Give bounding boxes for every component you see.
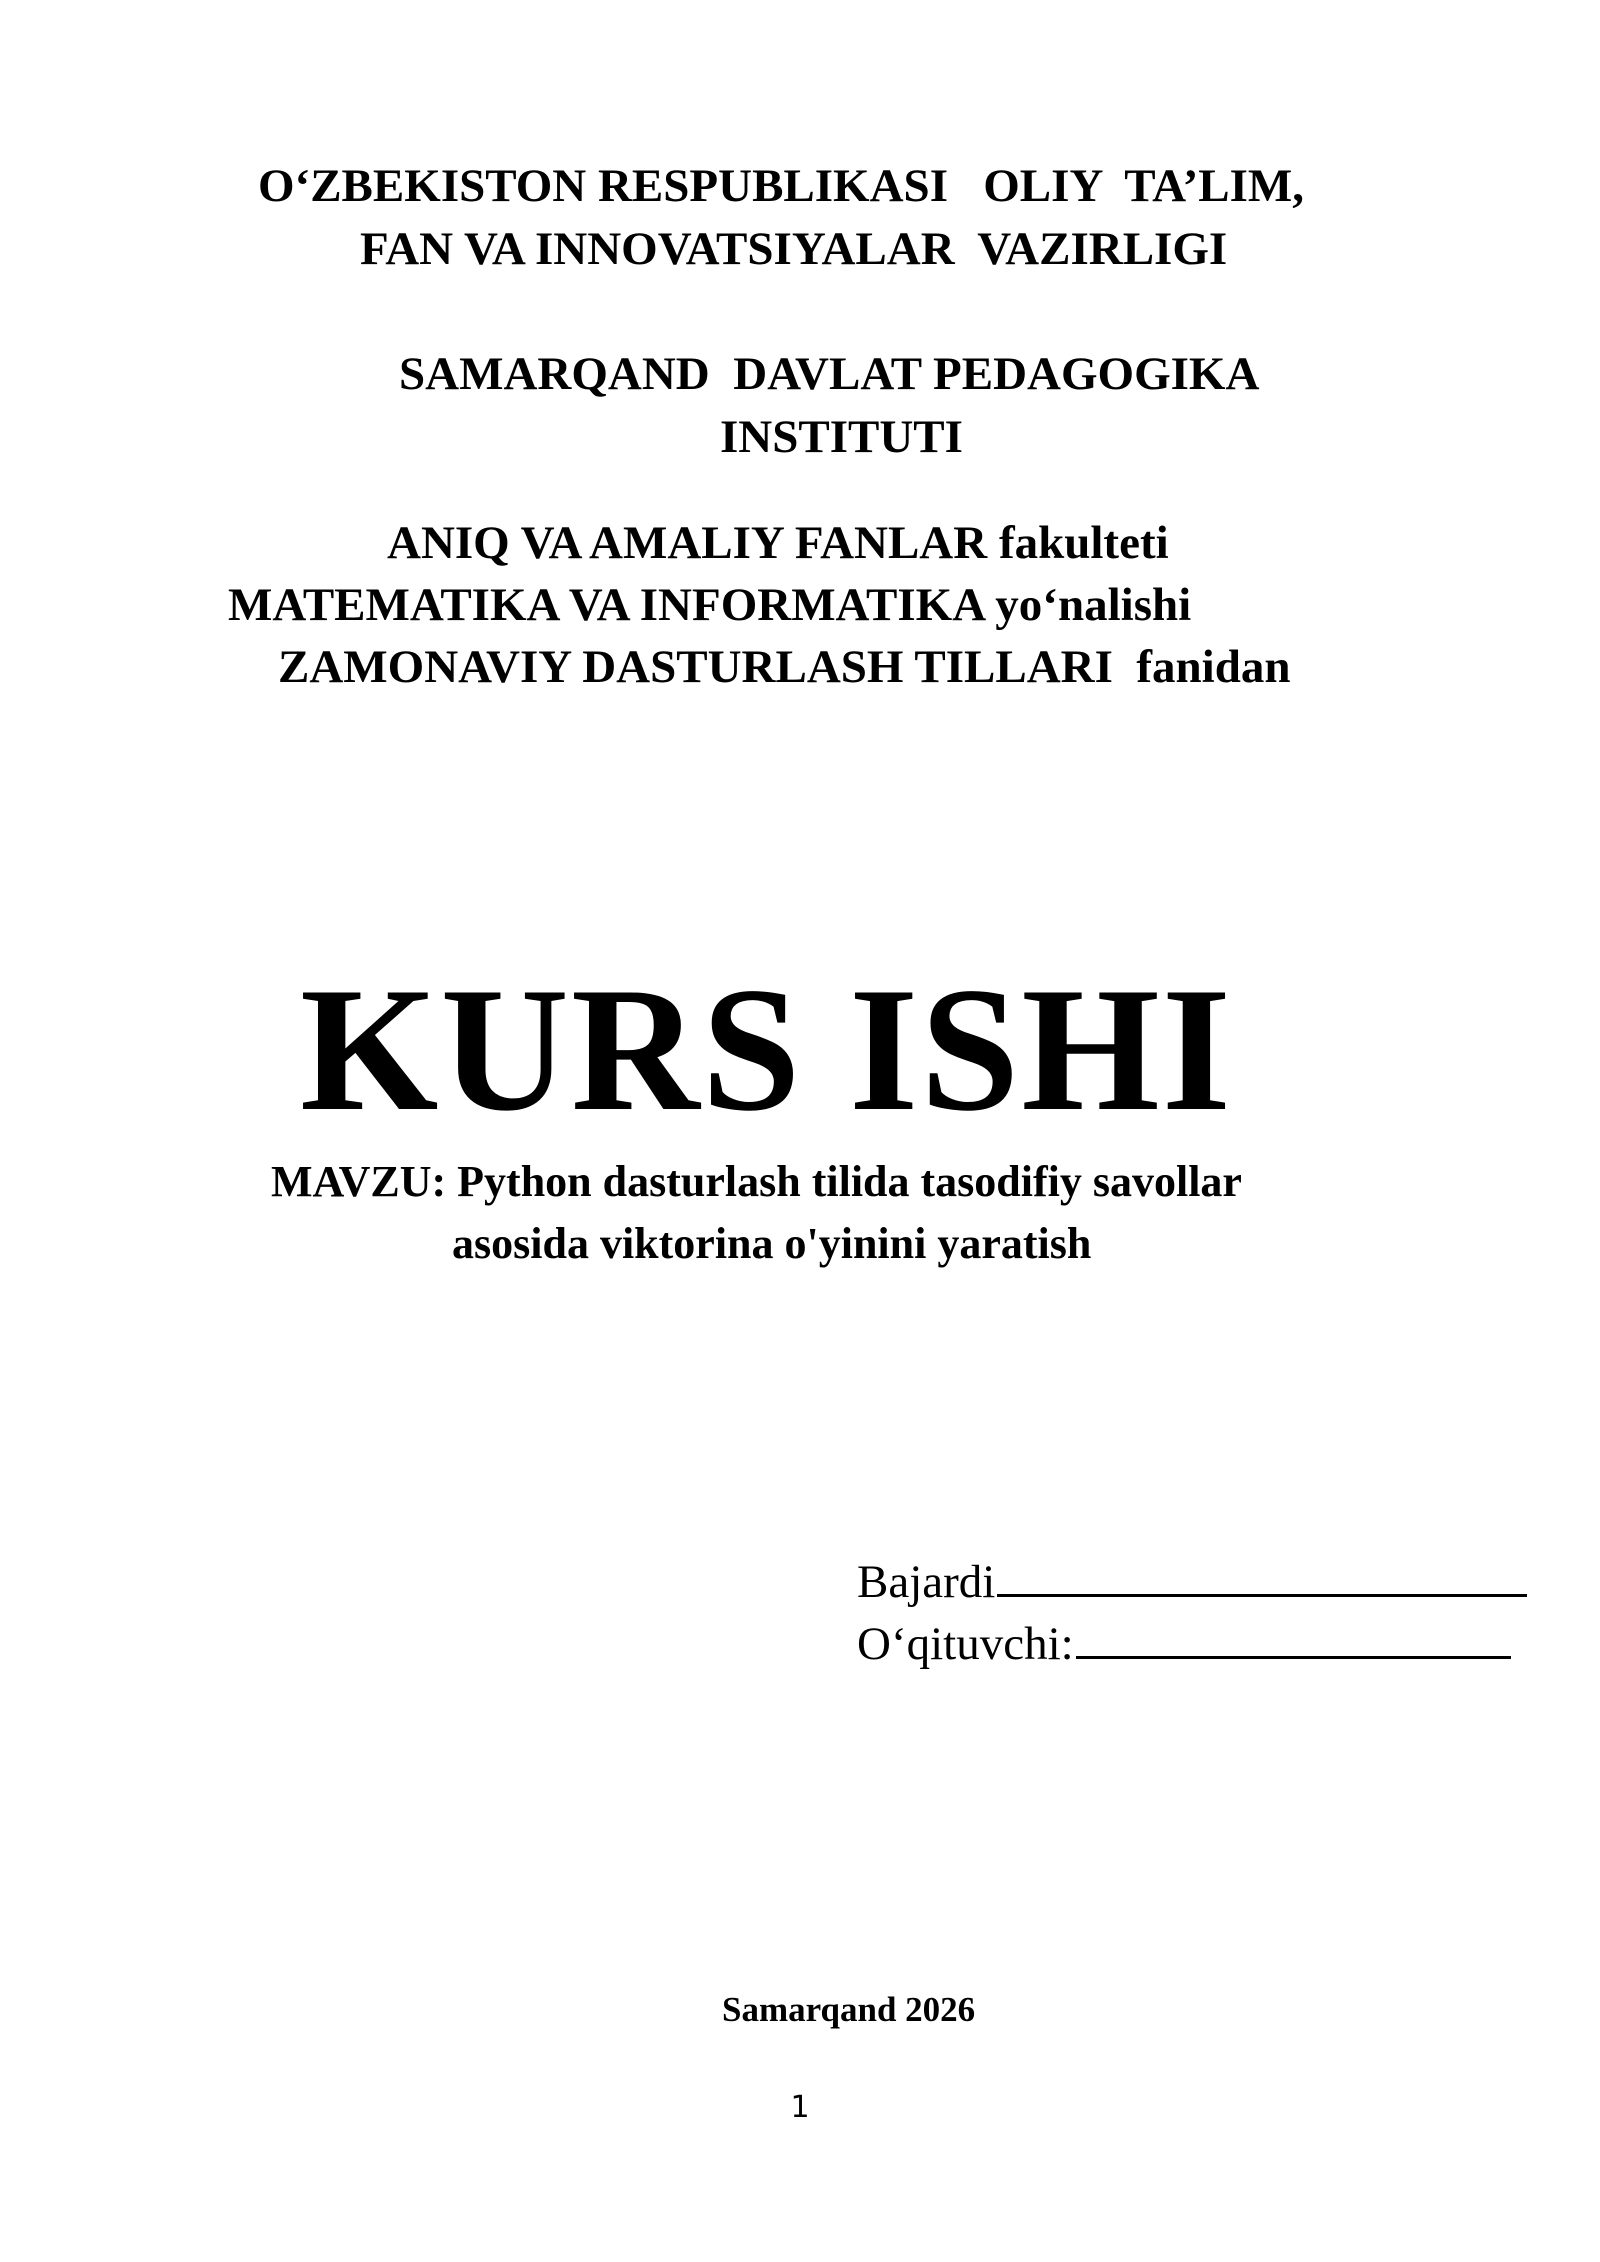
institute-line-2: INSTITUTI [720, 411, 963, 463]
page-number: 1 [790, 2090, 810, 2125]
ministry-line-1: O‘ZBEKISTON RESPUBLIKASI OLIY TA’LIM, [258, 160, 1305, 212]
teacher-signature-line [1076, 1619, 1511, 1659]
ministry-line-2: FAN VA INNOVATSIYALAR VAZIRLIGI [360, 223, 1228, 275]
direction-line: MATEMATIKA VA INFORMATIKA yo‘nalishi [228, 579, 1192, 631]
document-title: KURS ISHI [300, 950, 1234, 1148]
teacher-label: O‘qituvchi: [857, 1618, 1074, 1670]
faculty-line: ANIQ VA AMALIY FANLAR fakulteti [387, 517, 1169, 569]
topic-line-2: asosida viktorina o'yinini yaratish [452, 1219, 1092, 1268]
topic-line-1: MAVZU: Python dasturlash tilida tasodifiy savollar [271, 1157, 1242, 1206]
subject-line: ZAMONAVIY DASTURLASH TILLARI fanidan [278, 641, 1291, 693]
institute-line-1: SAMARQAND DAVLAT PEDAGOGIKA [399, 348, 1260, 400]
city-year: Samarqand 2026 [722, 1990, 976, 2029]
performer-label: Bajardi [857, 1556, 996, 1608]
teacher-signature-row [810, 1572, 1511, 1715]
